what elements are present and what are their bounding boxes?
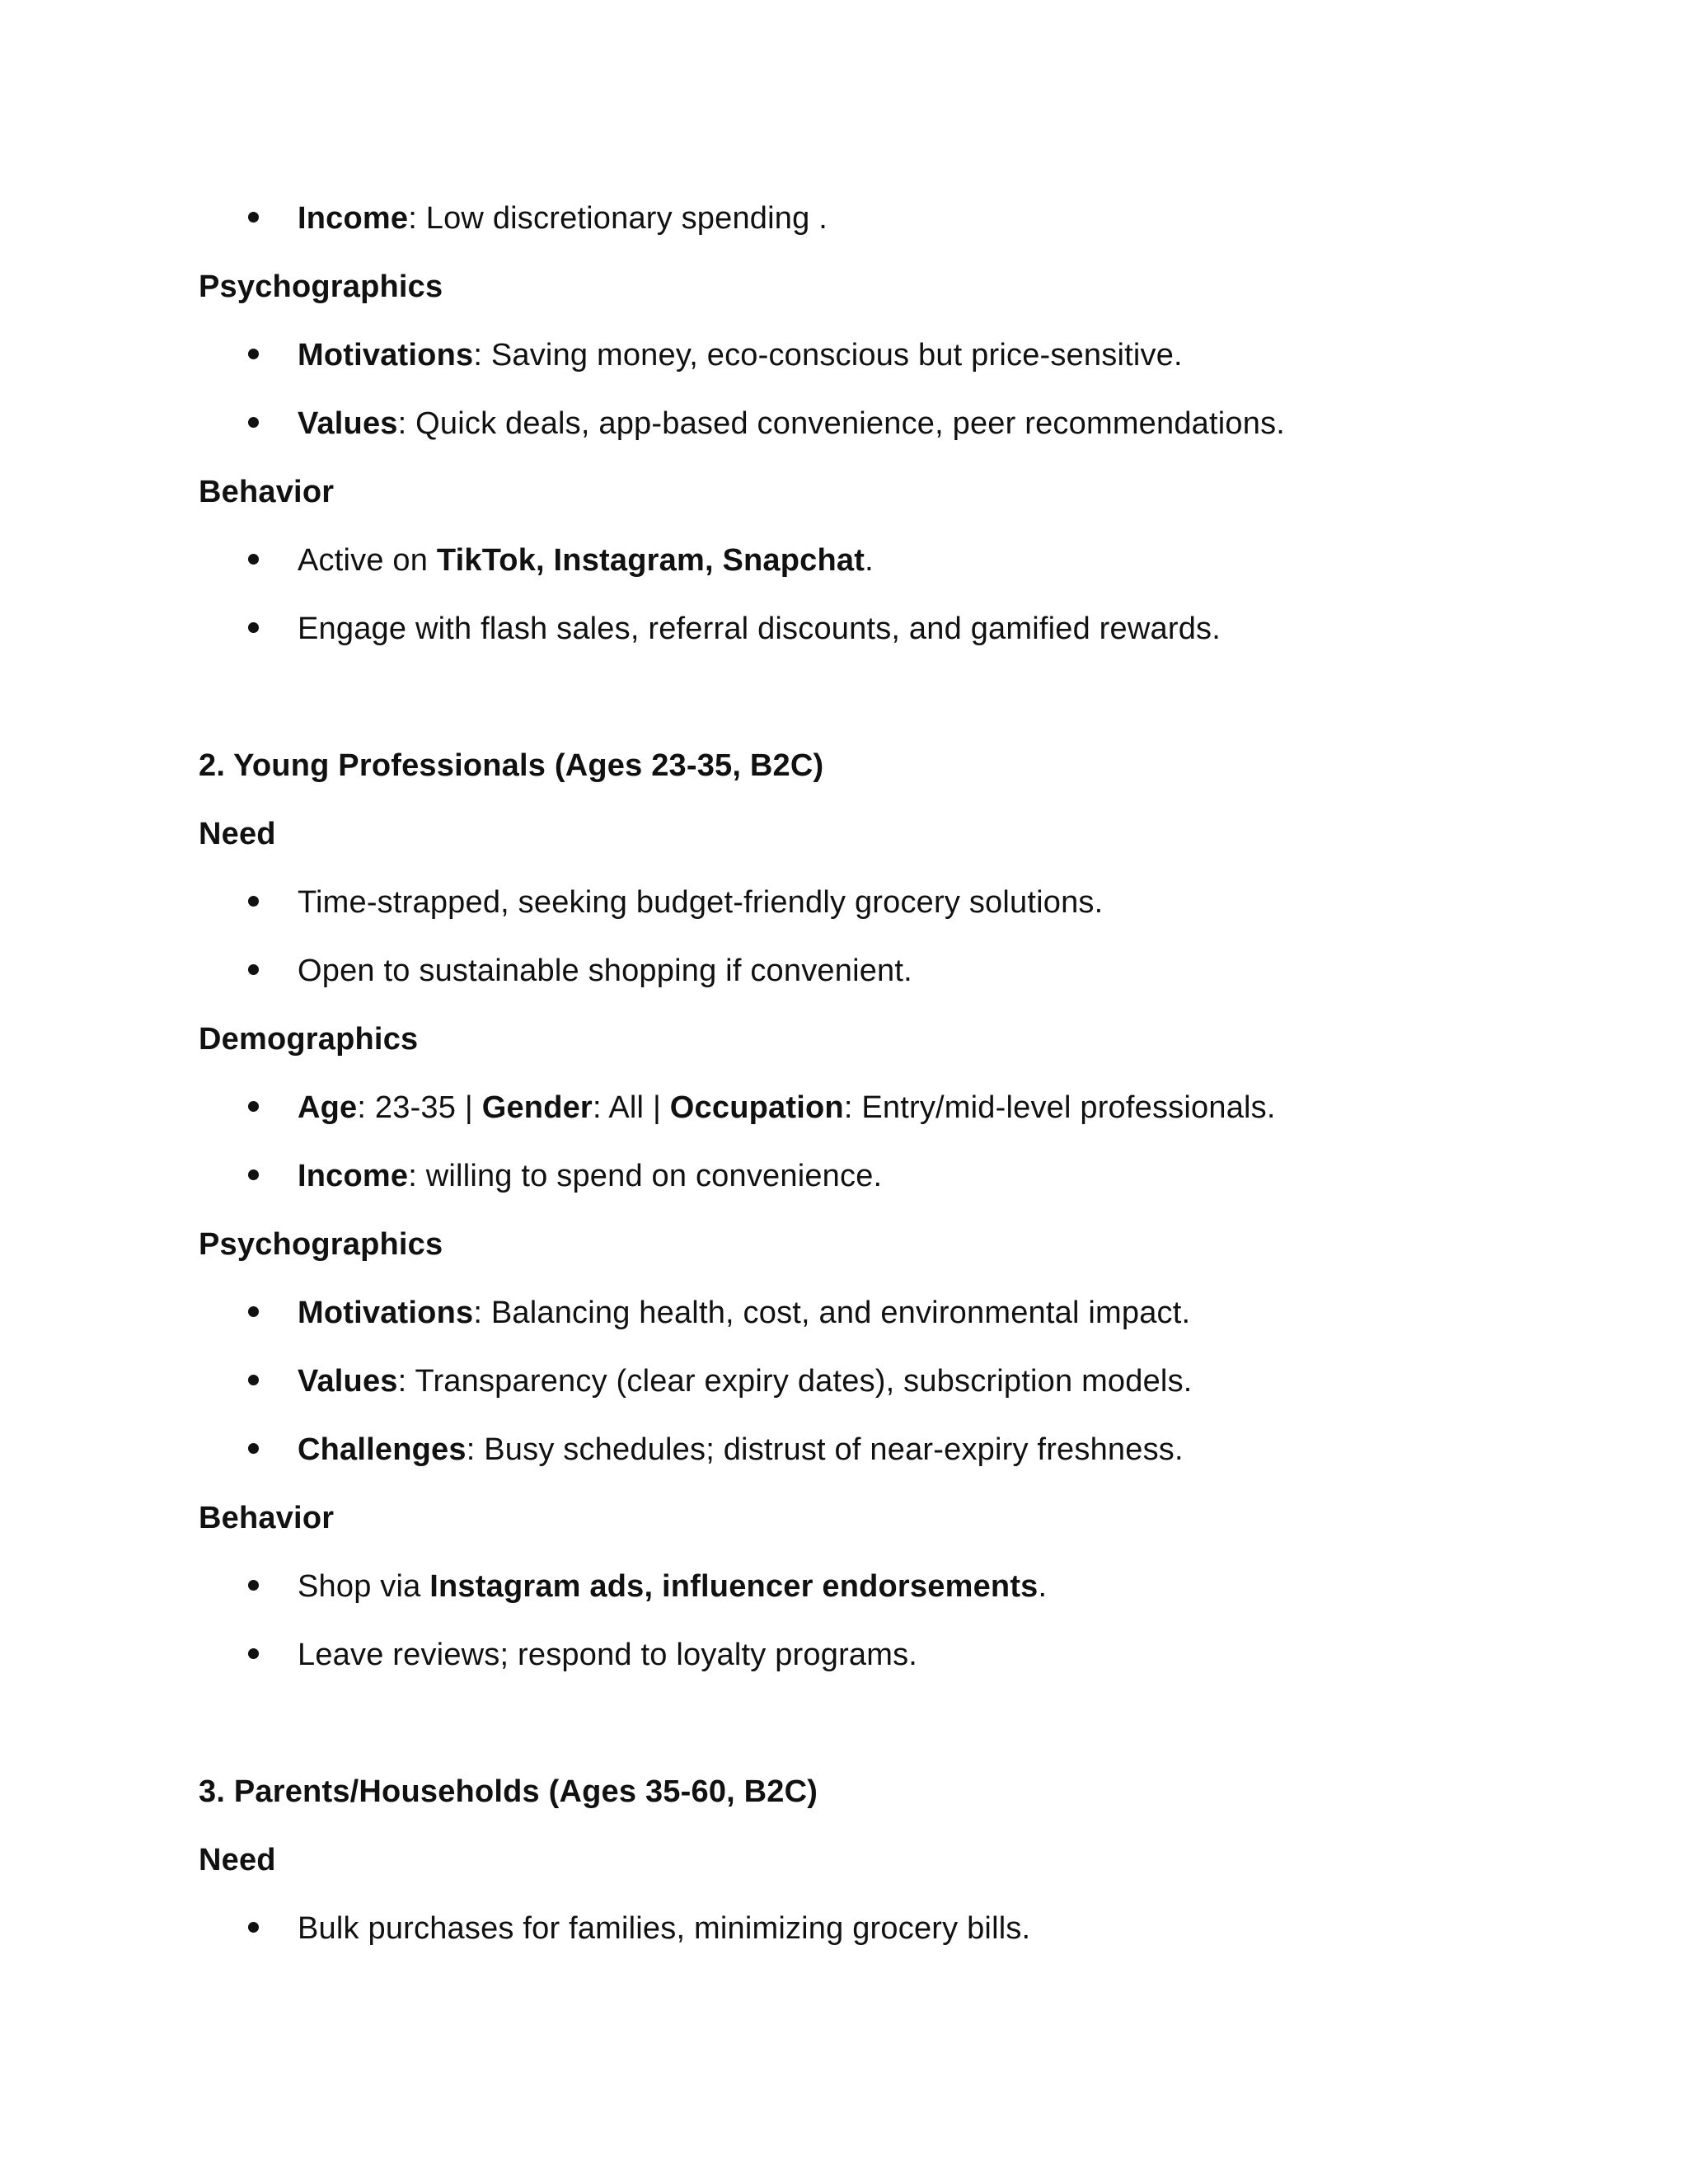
section-heading: Psychographics [199, 269, 443, 304]
term-description: : Quick deals, app-based convenience, peer recommendations. [397, 406, 1286, 441]
item-text: . [1038, 1569, 1048, 1604]
bullet-icon [248, 1375, 259, 1385]
term-label: Motivations [298, 1296, 474, 1330]
section-heading: Need [199, 817, 276, 851]
term-label: Income [298, 201, 409, 236]
term-label: Values [298, 1364, 398, 1399]
term-label: Values [298, 406, 398, 441]
section-heading: Psychographics [199, 1227, 443, 1262]
bullet-icon [248, 212, 259, 223]
section-heading: Need [199, 1843, 276, 1877]
term-description: : Low discretionary spending . [408, 201, 828, 236]
item-text: Active on [298, 543, 437, 578]
item-text: Bulk purchases for families, minimizing grocery bills. [298, 1911, 1031, 1946]
section-heading: Behavior [199, 1501, 335, 1535]
section-heading: Behavior [199, 475, 335, 509]
term-label: Occupation [669, 1090, 844, 1125]
bullet-icon [248, 349, 259, 359]
item-text: Engage with flash sales, referral discounts, and gamified rewards. [298, 612, 1221, 646]
section-heading: Demographics [199, 1022, 419, 1057]
bullet-icon [248, 417, 259, 428]
bullet-icon [248, 1922, 259, 1933]
term-label: Income [298, 1159, 409, 1193]
item-text: Shop via [298, 1569, 430, 1604]
term-description: : Balancing health, cost, and environmental impact. [473, 1296, 1191, 1330]
bullet-icon [248, 964, 259, 975]
bullet-icon [248, 1101, 259, 1112]
bullet-icon [248, 622, 259, 633]
bullet-icon [248, 1306, 259, 1317]
term-description: : All | [592, 1090, 670, 1125]
item-text: Time-strapped, seeking budget-friendly grocery solutions. [298, 885, 1104, 920]
bullet-icon [248, 1580, 259, 1591]
channel-names: Instagram ads, influencer endorsements [429, 1569, 1039, 1604]
term-description: : Saving money, eco-conscious but price-sensitive. [473, 338, 1183, 373]
term-description: : willing to spend on convenience. [408, 1159, 883, 1193]
bullet-icon [248, 1169, 259, 1180]
term-label: Motivations [298, 338, 474, 373]
platform-names: TikTok, Instagram, Snapchat [436, 543, 865, 578]
bullet-icon [248, 1443, 259, 1454]
item-text: Leave reviews; respond to loyalty programs. [298, 1638, 918, 1672]
bullet-icon [248, 554, 259, 565]
term-description: : 23-35 | [357, 1090, 482, 1125]
term-label: Challenges [298, 1432, 467, 1467]
bullet-icon [248, 896, 259, 907]
term-label: Gender [481, 1090, 593, 1125]
item-text: Open to sustainable shopping if convenient. [298, 954, 912, 988]
bullet-icon [248, 1648, 259, 1659]
item-text: . [865, 543, 874, 578]
segment-title: 2. Young Professionals (Ages 23-35, B2C) [199, 748, 824, 783]
term-description: : Busy schedules; distrust of near-expiry freshness. [466, 1432, 1184, 1467]
term-label: Age [298, 1090, 358, 1125]
segment-title: 3. Parents/Households (Ages 35-60, B2C) [199, 1774, 818, 1809]
term-description: : Transparency (clear expiry dates), subscription models. [397, 1364, 1193, 1399]
term-description: : Entry/mid-level professionals. [843, 1090, 1276, 1125]
